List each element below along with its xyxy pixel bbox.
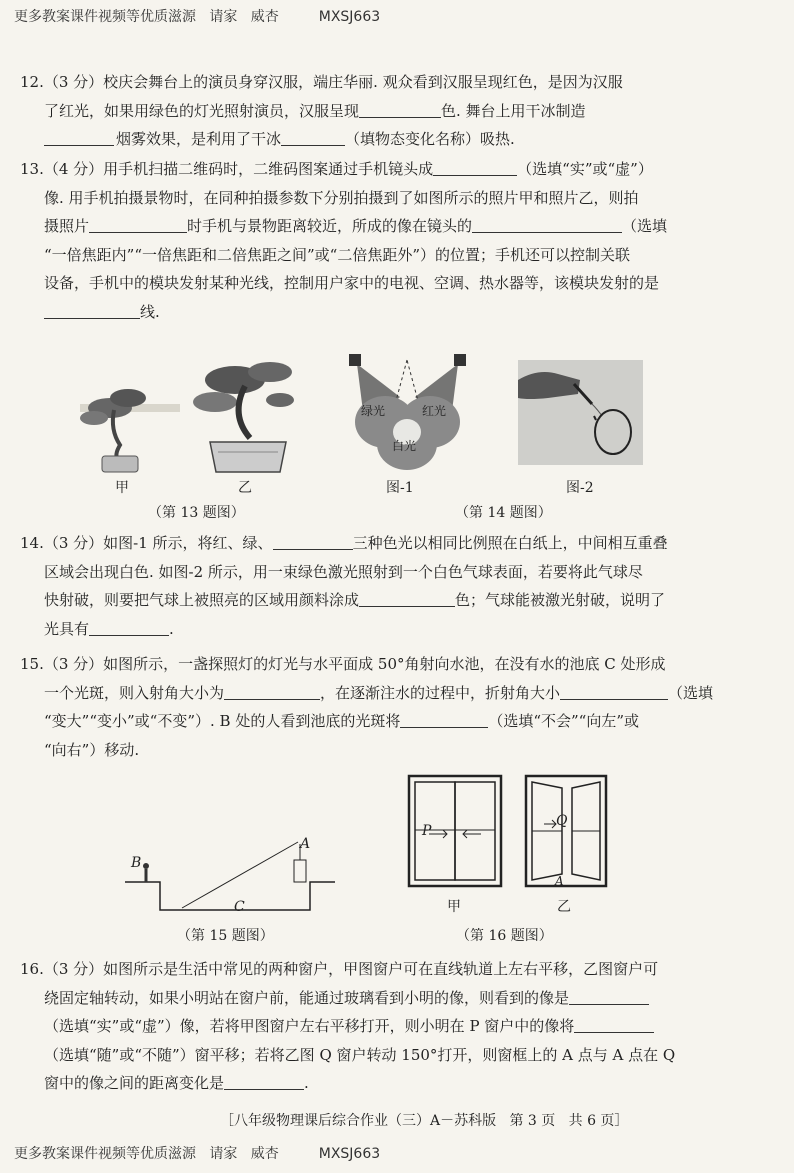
figure-13-photos	[80, 360, 320, 480]
answer-blank[interactable]	[44, 127, 114, 146]
answer-blank[interactable]	[574, 1014, 654, 1033]
question-12	[20, 68, 740, 154]
answer-blank[interactable]	[359, 588, 455, 607]
question-13: 13.（4 分）用手机扫描二维码时，二维码图案通过手机镜头成 （选填“实”或“虚”） 像. 用手机拍摄景物时，在同种拍摄参数下分别拍摄到了如图所示的照片甲和照片乙，则拍 摄照片 时手机与景物距离较近，所成的像在镜头的 （选填 “一倍焦距内”“一倍焦距和二倍焦距之间”或“二倍焦距外”）的位置；手机还可以控制关联 设备，手机中的模块发射某种光线，控制用户家中的电视、空调、热水器等，该模块发射的是 线.	[20, 155, 740, 326]
fig14-green-light-label: 绿光	[361, 404, 386, 418]
fig13-caption: （第 13 题图）	[148, 505, 245, 521]
q12-line-3: 烟雾效果，是利用了干冰 （填物态变化名称）吸热.	[20, 125, 740, 154]
q12-line-1: 12.（3 分）校庆会舞台上的演员身穿汉服，端庄华丽. 观众看到汉服呈现红色，是因为汉服	[20, 73, 623, 91]
fig16-label-a: 甲	[447, 899, 461, 915]
question-15: 15.（3 分）如图所示，一盏探照灯的灯光与水平面成 50°角射向水池，在没有水的池底 C 处形成 一个光斑，则入射角大小为 ，在逐渐注水的过程中，折射角大小 （选填 “变大”“变小”或“不变”）. B 处的人看到池底的光斑将 （选填“不会”“向左”或 “向右”）移动.	[20, 655, 714, 759]
fig16-label-b: 乙	[557, 899, 571, 915]
bonsai-photo-b	[193, 362, 294, 472]
answer-blank[interactable]	[569, 986, 649, 1005]
question-14: 14.（3 分）如图-1 所示，将红、绿、 三种色光以相同比例照在白纸上，中间相互重叠 区域会出现白色. 如图-2 所示，用一束绿色激光照射到一个白色气球表面，若要将此气球尽 快射破，则要把气球上被照亮的区域用颜料涂成 色；气球能被激光射破，说明了 光具有 .	[20, 529, 740, 643]
answer-blank[interactable]	[224, 681, 320, 700]
answer-blank[interactable]	[89, 617, 169, 636]
answer-blank[interactable]	[433, 157, 517, 176]
fig13-label-b: 乙	[238, 480, 252, 496]
fig15-point-c: C	[234, 899, 245, 915]
answer-blank[interactable]	[89, 214, 187, 233]
answer-blank[interactable]	[281, 127, 345, 146]
fig14-label-1: 图-1	[386, 480, 414, 496]
answer-blank[interactable]	[359, 99, 441, 118]
figure-16-sliding-window	[405, 772, 505, 890]
page-footer: 更多教案课件视频等优质滋源 请家 威杏 MXSJ663	[14, 1146, 381, 1162]
fig16-window-q: Q	[556, 813, 568, 829]
fig16-point-a: A	[555, 874, 564, 888]
bonsai-photo-a	[80, 389, 180, 472]
fig14-red-light-label: 红光	[422, 404, 447, 418]
fig14-label-2: 图-2	[566, 480, 594, 496]
answer-blank[interactable]	[273, 531, 353, 550]
figure-16-casement-window	[522, 772, 610, 890]
answer-blank[interactable]	[560, 681, 668, 700]
figure-14-2-laser-balloon	[518, 360, 643, 465]
fig14-white-light-label: 白光	[392, 439, 417, 453]
fig16-caption: （第 16 题图）	[456, 928, 553, 944]
fig13-label-a: 甲	[115, 480, 129, 496]
answer-blank[interactable]	[400, 709, 488, 728]
fig16-window-p: P	[422, 823, 432, 839]
answer-blank[interactable]	[472, 214, 622, 233]
fig15-point-a: A	[300, 836, 311, 852]
answer-blank[interactable]	[44, 300, 140, 319]
fig14-caption: （第 14 题图）	[455, 505, 552, 521]
fig15-caption: （第 15 题图）	[177, 928, 274, 944]
q12-line-2: 了红光，如果用绿色的灯光照射演员，汉服呈现 色. 舞台上用干冰制造	[20, 97, 740, 126]
answer-blank[interactable]	[224, 1071, 304, 1090]
page-info: ［八年级物理课后综合作业（三）A－苏科版 第 3 页 共 6 页］	[220, 1113, 629, 1129]
page-header: 更多教案课件视频等优质滋源 请家 威杏 MXSJ663	[14, 9, 381, 25]
question-16: 16.（3 分）如图所示是生活中常见的两种窗户，甲图窗户可在直线轨道上左右平移，乙图窗户可 绕固定轴转动，如果小明站在窗户前，能通过玻璃看到小明的像，则看到的像是 （选填“实”或“虚”）像，若将甲图窗户左右平移打开，则小明在 P 窗户中的像将 （选填“随”或“不随”）窗平移；若将乙图 Q 窗户转动 150°打开，则窗框上的 A 点与 A 点在 Q 窗中的像之间的距离变化是 .	[20, 960, 676, 1092]
fig15-point-b: B	[131, 855, 142, 871]
